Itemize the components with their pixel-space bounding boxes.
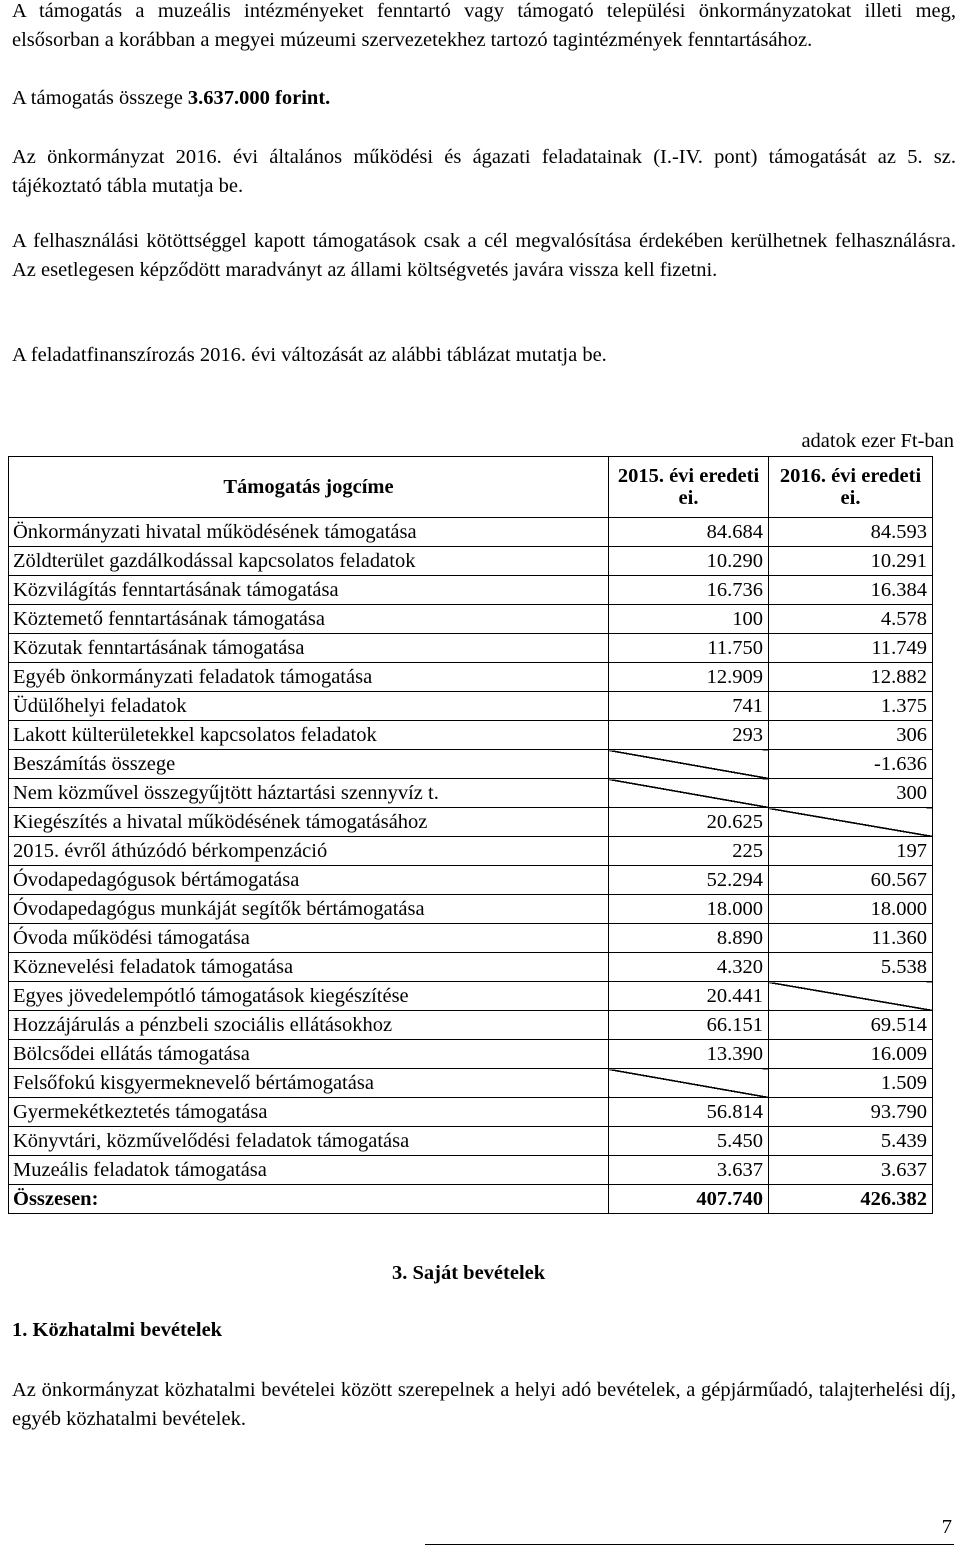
row-value-2015: 13.390 [609, 1040, 769, 1069]
row-value-2015: 18.000 [609, 895, 769, 924]
row-value-2015 [609, 1069, 769, 1098]
header-2015: 2015. évi eredeti ei. [609, 457, 769, 518]
row-value-2015: 3.637 [609, 1156, 769, 1185]
row-name: Muzeális feladatok támogatása [9, 1156, 609, 1185]
row-name: Egyes jövedelempótló támogatások kiegészítése [9, 982, 609, 1011]
row-value-2016: 84.593 [769, 518, 933, 547]
row-value-2016: 18.000 [769, 895, 933, 924]
row-value-2015 [609, 779, 769, 808]
row-name: Közvilágítás fenntartásának támogatása [9, 576, 609, 605]
row-name: Bölcsődei ellátás támogatása [9, 1040, 609, 1069]
table-row [9, 924, 933, 953]
row-value-2016: 300 [769, 779, 933, 808]
intro-paragraph-restriction: A felhasználási kötöttséggel kapott támogatások csak a cél megvalósítása érdekében kerülhetnek felhasználásra. Az esetlegesen képződött maradványt az állami költségvetés javára vissza kell fizetni. [12, 230, 956, 281]
row-value-2015: 225 [609, 837, 769, 866]
table-row [9, 721, 933, 750]
intro-paragraph-change: A feladatfinanszírozás 2016. évi változását az alábbi táblázat mutatja be. [12, 344, 607, 366]
section-heading-public-revenue: 1. Közhatalmi bevételek [12, 1319, 223, 1341]
row-value-2016: 1.375 [769, 692, 933, 721]
row-value-2016: 10.291 [769, 547, 933, 576]
row-value-2015: 741 [609, 692, 769, 721]
table-row [9, 634, 933, 663]
row-value-2015: 293 [609, 721, 769, 750]
row-value-2015: 84.684 [609, 518, 769, 547]
table-row [9, 1040, 933, 1069]
row-value-2015: 56.814 [609, 1098, 769, 1127]
row-name: Lakott külterületekkel kapcsolatos feladatok [9, 721, 609, 750]
row-value-2015: 4.320 [609, 953, 769, 982]
row-name: Könyvtári, közművelődési feladatok támogatása [9, 1127, 609, 1156]
row-value-2016: 11.360 [769, 924, 933, 953]
row-name: 2015. évről áthúzódó bérkompenzáció [9, 837, 609, 866]
row-value-2016: -1.636 [769, 750, 933, 779]
row-value-2015: 12.909 [609, 663, 769, 692]
row-value-2015: 8.890 [609, 924, 769, 953]
row-name: Óvodapedagógusok bértámogatása [9, 866, 609, 895]
row-value-2015 [609, 750, 769, 779]
table-row [9, 982, 933, 1011]
table-row [9, 1069, 933, 1098]
table-row [9, 1127, 933, 1156]
amount-value: 3.637.000 forint. [187, 87, 331, 109]
table-row [9, 779, 933, 808]
row-value-2015: 20.441 [609, 982, 769, 1011]
total-2016: 426.382 [769, 1185, 933, 1214]
row-value-2016 [769, 808, 933, 837]
table-row [9, 1011, 933, 1040]
row-name: Üdülőhelyi feladatok [9, 692, 609, 721]
table-row [9, 808, 933, 837]
row-name: Egyéb önkormányzati feladatok támogatása [9, 663, 609, 692]
row-value-2015: 66.151 [609, 1011, 769, 1040]
row-value-2016: 4.578 [769, 605, 933, 634]
row-value-2015: 10.290 [609, 547, 769, 576]
row-name: Kiegészítés a hivatal működésének támogatásához [9, 808, 609, 837]
finance-table [8, 456, 933, 1214]
amount-prefix: A támogatás összege [12, 87, 188, 109]
unit-note: adatok ezer Ft-ban [801, 430, 954, 452]
intro-paragraph-amount [12, 84, 956, 113]
table-row [9, 1156, 933, 1185]
row-value-2016: 197 [769, 837, 933, 866]
row-value-2016: 16.009 [769, 1040, 933, 1069]
page-number: 7 [941, 1516, 952, 1538]
row-value-2015: 16.736 [609, 576, 769, 605]
table-row [9, 576, 933, 605]
table-row [9, 953, 933, 982]
row-value-2016: 306 [769, 721, 933, 750]
row-value-2016: 69.514 [769, 1011, 933, 1040]
row-value-2016: 1.509 [769, 1069, 933, 1098]
row-name: Köznevelési feladatok támogatása [9, 953, 609, 982]
row-name: Közutak fenntartásának támogatása [9, 634, 609, 663]
table-row [9, 692, 933, 721]
row-name: Önkormányzati hivatal működésének támogatása [9, 518, 609, 547]
row-value-2015: 5.450 [609, 1127, 769, 1156]
row-name: Óvoda működési támogatása [9, 924, 609, 953]
row-value-2016: 11.749 [769, 634, 933, 663]
row-name: Nem közművel összegyűjtött háztartási szennyvíz t. [9, 779, 609, 808]
row-value-2016: 93.790 [769, 1098, 933, 1127]
intro-paragraph-museum: A támogatás a muzeális intézményeket fenntartó vagy támogató települési önkormányzatokat illeti meg, elsősorban a korábban a megyei múzeumi szervezetekhez tartozó tagintézmények fenntartásához. [12, 0, 956, 51]
table-row [9, 837, 933, 866]
row-value-2016: 3.637 [769, 1156, 933, 1185]
total-2015: 407.740 [609, 1185, 769, 1214]
header-name: Támogatás jogcíme [9, 457, 609, 518]
row-name: Beszámítás összege [9, 750, 609, 779]
table-row [9, 750, 933, 779]
row-value-2016: 5.439 [769, 1127, 933, 1156]
row-value-2015: 52.294 [609, 866, 769, 895]
row-name: Óvodapedagógus munkáját segítők bértámogatása [9, 895, 609, 924]
row-value-2015: 11.750 [609, 634, 769, 663]
table-row [9, 663, 933, 692]
total-label: Összesen: [9, 1185, 609, 1214]
intro-paragraph-table-ref: Az önkormányzat 2016. évi általános működési és ágazati feladatainak (I.-IV. pont) támogatását az 5. sz. tájékoztató tábla mutatja be. [12, 146, 956, 197]
table-row [9, 547, 933, 576]
table-row [9, 866, 933, 895]
table-total-row [9, 1185, 933, 1214]
row-value-2016: 16.384 [769, 576, 933, 605]
row-name: Gyermekétkeztetés támogatása [9, 1098, 609, 1127]
table-body [9, 518, 933, 1214]
row-value-2016: 12.882 [769, 663, 933, 692]
row-value-2016: 5.538 [769, 953, 933, 982]
row-value-2015: 100 [609, 605, 769, 634]
row-value-2016 [769, 982, 933, 1011]
row-name: Zöldterület gazdálkodással kapcsolatos feladatok [9, 547, 609, 576]
row-name: Köztemető fenntartásának támogatása [9, 605, 609, 634]
table-row [9, 1098, 933, 1127]
section-heading-own-revenue: 3. Saját bevételek [392, 1262, 546, 1284]
footer-rule [425, 1544, 954, 1545]
row-value-2015: 20.625 [609, 808, 769, 837]
table-row [9, 605, 933, 634]
table-header-row [9, 457, 933, 518]
table-row [9, 518, 933, 547]
header-2016: 2016. évi eredeti ei. [769, 457, 933, 518]
row-name: Felsőfokú kisgyermeknevelő bértámogatása [9, 1069, 609, 1098]
table-row [9, 895, 933, 924]
public-revenue-paragraph: Az önkormányzat közhatalmi bevételei között szerepelnek a helyi adó bevételek, a gépjárműadó, talajterhelési díj, egyéb közhatalmi bevételek. [12, 1379, 956, 1430]
row-name: Hozzájárulás a pénzbeli szociális ellátásokhoz [9, 1011, 609, 1040]
row-value-2016: 60.567 [769, 866, 933, 895]
